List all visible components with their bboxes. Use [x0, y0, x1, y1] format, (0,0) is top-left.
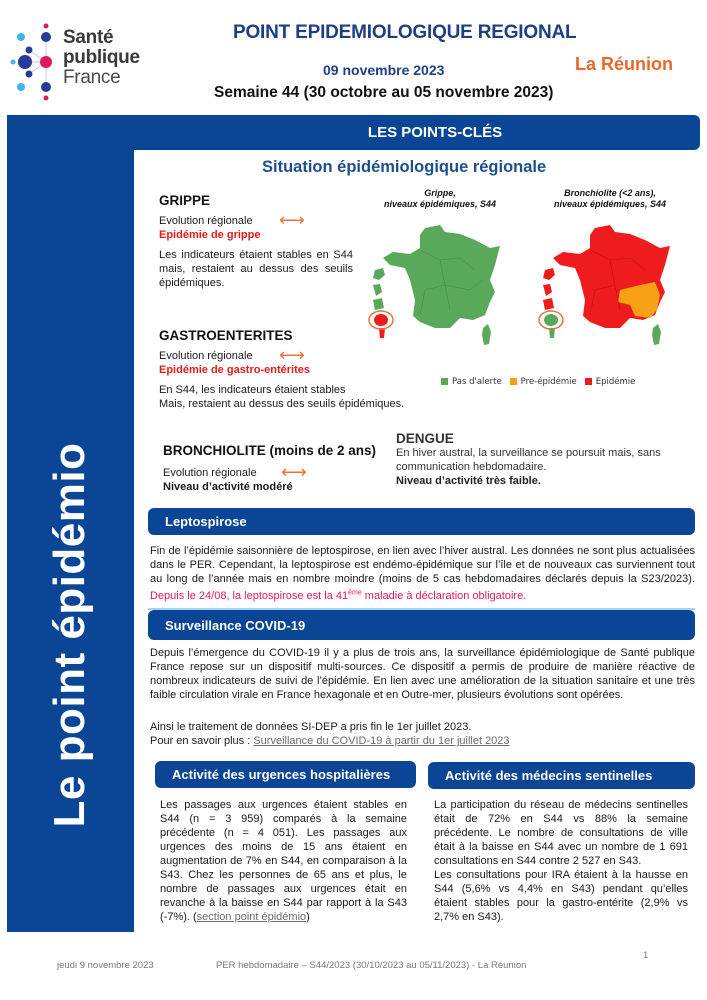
leptospirose-highlight-pre: Depuis le 24/08, la leptospirose est la 41 — [150, 589, 349, 602]
bronchiolite-title: BRONCHIOLITE (moins de 2 ans) — [163, 443, 377, 458]
situation-title: Situation épidémiologique régionale — [262, 158, 547, 176]
sentinelles-text2: Les consultations pour IRA étaient à la hausse en S44 (5,6% vs 4,4% en S43) pendant qu’elles étaient stables pour la gastro-entérite (2,9% vs 2,7% en S43). — [434, 869, 688, 923]
urgences-body — [160, 798, 407, 924]
logo-text-line1: Santé — [63, 27, 114, 48]
legend-label: Pas d'alerte — [452, 377, 502, 387]
sentinelles-text1: La participation du réseau de médecins sentinelles était de 72% en S44 vs 88% la semaine précédente. Le nombre de consultations de ville était à la baisse en S44 avec un nombre de 1 691 consultations en S44 contre 2 527 en S43. — [434, 799, 688, 867]
bronchio-dom1 — [543, 268, 555, 280]
stable-arrow-icon: ⟷ — [281, 462, 307, 482]
urgences-link[interactable]: section point épidémio — [196, 911, 307, 923]
legend-epidemic — [585, 377, 636, 387]
grippe-dom1 — [373, 268, 385, 280]
gastro-title: GASTROENTERITES — [159, 328, 293, 343]
sidebar-banner — [7, 115, 134, 932]
legend-swatch-green — [441, 378, 448, 385]
leptospirose-title: Leptospirose — [165, 514, 247, 529]
sidebar-title: Le point épidémio — [45, 442, 94, 828]
bronchiolite-section — [163, 443, 393, 494]
gastro-text-line1: En S44, les indicateurs étaient stables — [159, 384, 346, 396]
report-week: Semaine 44 (30 octobre au 05 novembre 2023) — [214, 84, 554, 101]
leptospirose-text: Fin de l’épidémie saisonnière de leptospirose, en lien avec l’hiver austral. Les données ne sont plus actualisées dans le PER. Cependant, la leptospirose est endémo-épidémique sur l’île et de nouveaux cas surviennent tout au long de l’année mais en nombre moindre (moins de 5 cas hebdomadaires déclarés depuis la S23/2023). — [150, 545, 695, 585]
grippe-text: Les indicateurs étaient stables en S44 mais, restaient au dessus des seuils épidémiques. — [159, 249, 353, 289]
stable-arrow-icon: ⟷ — [279, 210, 305, 230]
covid-more-label: Pour en savoir plus : — [150, 735, 254, 747]
bronchio-corsica — [652, 324, 661, 345]
report-date: 09 novembre 2023 — [323, 62, 445, 78]
bronchio-dom2 — [543, 284, 552, 296]
footer-center: PER hebdomadaire – S44/2023 (30/10/2023 au 05/11/2023) - La Réunion — [216, 960, 527, 971]
covid-text: Depuis l’émergence du COVID-19 il y a plus de trois ans, la surveillance épidémiologique de Santé publique France repose sur un dispositif multi-sources. Ce dispositif a permis de produire de manière réactive de nombreux indicateurs de suivi de l’épidémie. En lien avec une amélioration de la situation sanitaire et une très faible circulation virale en France hexagonale et en Outre-mer, plusieurs évolutions sont opérées. — [150, 647, 695, 701]
covid-more-link[interactable]: Surveillance du COVID-19 à partir du 1er juillet 2023 — [253, 735, 510, 747]
map-legend — [441, 377, 635, 387]
bronchio-map-caption — [540, 188, 680, 210]
covid-sidep: Ainsi le traitement de données SI-DEP a pris fin le 1er juillet 2023. — [150, 721, 472, 733]
gastro-evolution-label: Evolution régionale — [159, 350, 253, 362]
grippe-dom3 — [373, 298, 384, 310]
page-number: 1 — [643, 950, 649, 961]
grippe-map — [369, 225, 500, 345]
urgences-text-end: ) — [306, 911, 310, 923]
report-region: La Réunion — [575, 54, 673, 74]
leptospirose-body — [150, 544, 695, 603]
grippe-map-caption-line1: Grippe, — [424, 188, 456, 198]
logo-text-line2: publique — [63, 47, 140, 68]
legend-label: Pre-épidémie — [520, 377, 577, 387]
grippe-status: Epidémie de grippe — [159, 229, 261, 241]
legend-pre-epidemic — [510, 377, 577, 387]
leptospirose-band — [148, 508, 695, 535]
dengue-title: DENGUE — [396, 431, 454, 446]
logo-network-icon — [8, 22, 68, 102]
legend-swatch-orange — [510, 378, 517, 385]
grippe-title: GRIPPE — [159, 193, 211, 208]
gastro-text-line2: Mais, restaient au dessus des seuils épidémiques. — [159, 398, 405, 410]
covid-band — [148, 610, 695, 640]
key-points-band — [130, 115, 700, 150]
covid-more — [150, 734, 510, 748]
leptospirose-highlight — [150, 590, 526, 602]
grippe-reunion — [374, 314, 388, 326]
grippe-map-caption-line2: niveaux épidémiques, S44 — [383, 199, 497, 209]
urgences-text: Les passages aux urgences étaient stables en S44 (n = 3 959) comparés à la semaine précédente (n = 4 051). Les passages aux urgences des moins de 15 ans étaient en augmentation de 7% en S44, en comparaison à la S43. Chez les personnes de 65 ans et plus, le nombre de passages aux urgences était en revanche à la baisse en S44 par rapport à la S43 (-7%). ( — [160, 799, 407, 923]
bronchio-map-caption-line2: niveaux épidémiques, S44 — [553, 199, 667, 209]
grippe-dom2 — [373, 284, 382, 296]
key-points-title: LES POINTS-CLÉS — [367, 124, 503, 141]
leptospirose-highlight-sup: ème — [348, 589, 362, 596]
bronchiolite-status: Niveau d’activité modéré — [163, 481, 293, 493]
bronchiolite-evolution-label: Evolution régionale — [163, 467, 257, 479]
logo-text-line3: France — [63, 67, 121, 88]
sentinelles-band — [428, 762, 695, 789]
stable-arrow-icon: ⟷ — [279, 345, 305, 365]
grippe-corsica — [482, 324, 491, 345]
santepubliquefrance-logo — [8, 22, 158, 102]
report-title: POINT EPIDEMIOLOGIQUE REGIONAL — [233, 22, 577, 43]
dengue-status: Niveau d’activité très faible. — [396, 475, 541, 487]
grippe-evolution-label: Evolution régionale — [159, 215, 253, 227]
dengue-text: En hiver austral, la surveillance se poursuit mais, sans communication hebdomadaire. — [396, 447, 661, 473]
grippe-map-caption — [370, 188, 510, 210]
sentinelles-title: Activité des médecins sentinelles — [445, 768, 653, 783]
leptospirose-highlight-post: maladie à déclaration obligatoire. — [361, 589, 527, 602]
bronchio-dom3 — [543, 298, 554, 310]
bronchio-reunion — [544, 314, 558, 326]
legend-swatch-red — [585, 378, 592, 385]
grippe-section — [159, 193, 359, 290]
covid-title: Surveillance COVID-19 — [165, 617, 306, 633]
bronchio-map-caption-line1: Bronchiolite (<2 ans), — [564, 188, 656, 198]
epidemic-maps — [365, 220, 705, 360]
urgences-band — [155, 761, 416, 788]
footer-date: jeudi 9 novembre 2023 — [57, 960, 154, 971]
legend-label: Epidémie — [595, 377, 636, 387]
bronchiolite-map — [539, 225, 670, 345]
grippe-mainland — [383, 225, 500, 328]
dengue-section — [396, 431, 696, 488]
urgences-title: Activité des urgences hospitalières — [172, 767, 391, 782]
legend-no-alert — [441, 377, 502, 387]
gastro-status: Epidémie de gastro-entérites — [159, 364, 310, 376]
